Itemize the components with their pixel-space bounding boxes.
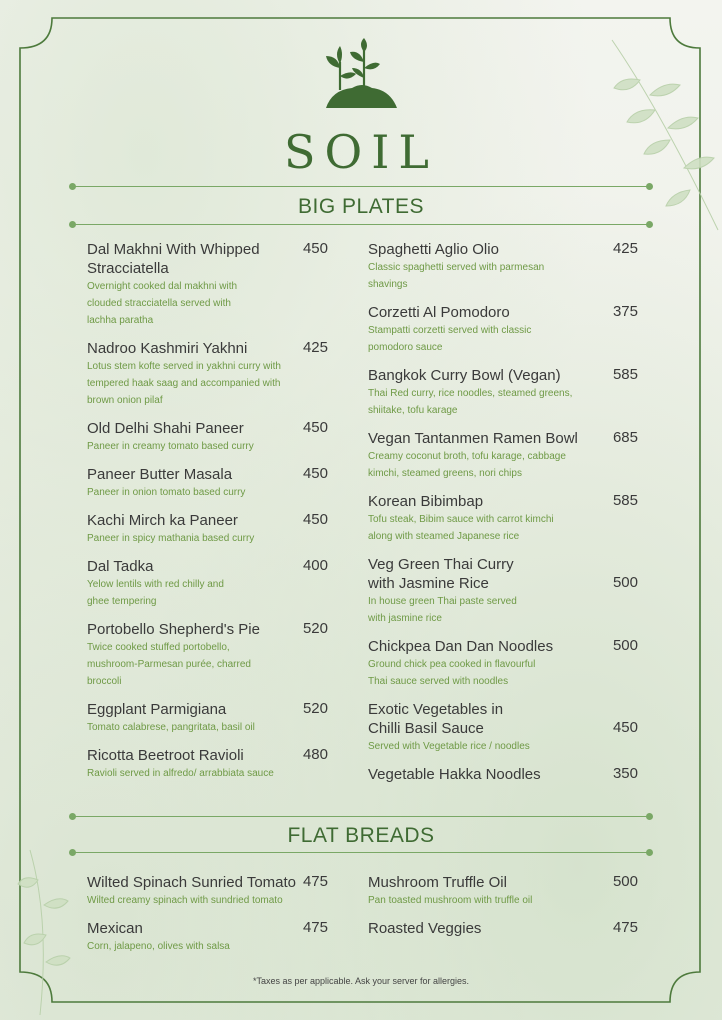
item-desc: Ravioli served in alfredo/ arrabbiata sauce — [87, 768, 274, 779]
item-price: 500 — [612, 873, 638, 890]
item-price: 450 — [302, 511, 328, 528]
section-title-flat-breads: FLAT BREADS — [287, 824, 435, 847]
item-name: Mexican — [87, 920, 143, 937]
item-name: Chickpea Dan Dan Noodles — [368, 638, 554, 655]
item-price: 500 — [612, 637, 638, 654]
item-desc: Wilted creamy spinach with sundried tomato — [87, 895, 283, 906]
item-price: 475 — [302, 919, 328, 936]
divider — [72, 186, 650, 187]
item-name: Vegetable Hakka Noodles — [368, 766, 541, 783]
item-desc: Classic spaghetti served with parmesan shavings — [368, 262, 545, 290]
item-desc: Paneer in spicy mathania based curry — [87, 533, 255, 544]
item-desc: Corn, jalapeno, olives with salsa — [87, 941, 230, 952]
item-price: 350 — [612, 765, 638, 782]
soil-logo-icon — [320, 38, 400, 110]
item-desc: Ground chick pea cooked in flavourful Thai sauce served with noodles — [368, 659, 536, 687]
item-price: 585 — [612, 492, 638, 509]
item-price: 450 — [302, 240, 328, 257]
item-name: Dal Tadka — [87, 558, 154, 575]
item-desc: Twice cooked stuffed portobello, mushroom-Parmesan purée, charred broccoli — [87, 642, 251, 687]
item-name: Dal Makhni With Whipped Stracciatella — [87, 241, 260, 277]
section-title-big-plates: BIG PLATES — [298, 195, 424, 218]
branch-bottom-left-icon — [18, 850, 70, 1015]
divider — [72, 224, 650, 225]
item-desc: Lotus stem kofte served in yakhni curry with tempered haak saag and accompanied with brown onion pilaf — [87, 361, 281, 406]
item-name: Mushroom Truffle Oil — [368, 874, 507, 891]
item-name: Corzetti Al Pomodoro — [368, 304, 510, 321]
item-name: Eggplant Parmigiana — [87, 701, 227, 718]
item-price: 450 — [612, 719, 638, 736]
brand-title: SOIL — [284, 125, 438, 179]
item-name: Wilted Spinach Sunried Tomato — [87, 874, 297, 891]
item-name: Paneer Butter Masala — [87, 466, 233, 483]
footnote: *Taxes as per applicable. Ask your server for allergies. — [252, 976, 470, 986]
item-name: Bangkok Curry Bowl (Vegan) — [368, 367, 561, 384]
item-desc: Creamy coconut broth, tofu karage, cabbage kimchi, steamed greens, nori chips — [368, 451, 566, 479]
item-name: Ricotta Beetroot Ravioli — [87, 747, 244, 764]
item-price: 500 — [612, 574, 638, 591]
item-name: Kachi Mirch ka Paneer — [87, 512, 238, 529]
item-name: Veg Green Thai Curry with Jasmine Rice — [368, 556, 514, 592]
item-name: Spaghetti Aglio Olio — [368, 241, 499, 258]
item-name: Old Delhi Shahi Paneer — [87, 420, 244, 437]
menu-item — [368, 555, 618, 627]
item-desc: Overnight cooked dal makhni with clouded stracciatella served with lachha paratha — [87, 281, 238, 326]
divider — [72, 852, 650, 853]
item-price: 450 — [302, 465, 328, 482]
item-price: 480 — [302, 746, 328, 763]
item-name: Roasted Veggies — [368, 920, 482, 937]
item-price: 520 — [302, 700, 328, 717]
item-desc: In house green Thai paste served with jasmine rice — [368, 596, 517, 624]
item-price: 375 — [612, 303, 638, 320]
item-desc: Stampatti corzetti served with classic pomodoro sauce — [368, 325, 532, 353]
item-name: Korean Bibimbap — [368, 493, 484, 510]
item-name: Vegan Tantanmen Ramen Bowl — [368, 430, 578, 447]
item-desc: Tofu steak, Bibim sauce with carrot kimchi along with steamed Japanese rice — [368, 514, 554, 542]
item-price: 425 — [612, 240, 638, 257]
divider — [72, 816, 650, 817]
item-name: Exotic Vegetables in Chilli Basil Sauce — [368, 701, 504, 737]
item-desc: Paneer in onion tomato based curry — [87, 487, 246, 498]
item-price: 585 — [612, 366, 638, 383]
item-name: Nadroo Kashmiri Yakhni — [87, 340, 248, 357]
item-desc: Thai Red curry, rice noodles, steamed greens, shiitake, tofu karage — [368, 388, 573, 416]
item-price: 685 — [612, 429, 638, 446]
item-desc: Tomato calabrese, pangritata, basil oil — [87, 722, 255, 733]
item-price: 520 — [302, 620, 328, 637]
item-desc: Served with Vegetable rice / noodles — [368, 741, 530, 752]
item-price: 400 — [302, 557, 328, 574]
item-price: 475 — [302, 873, 328, 890]
item-price: 425 — [302, 339, 328, 356]
item-price: 475 — [612, 919, 638, 936]
item-desc: Paneer in creamy tomato based curry — [87, 441, 254, 452]
item-price: 450 — [302, 419, 328, 436]
item-desc: Pan toasted mushroom with truffle oil — [368, 895, 533, 906]
item-desc: Yelow lentils with red chilly and ghee tempering — [87, 579, 224, 607]
item-name: Portobello Shepherd's Pie — [87, 621, 260, 638]
